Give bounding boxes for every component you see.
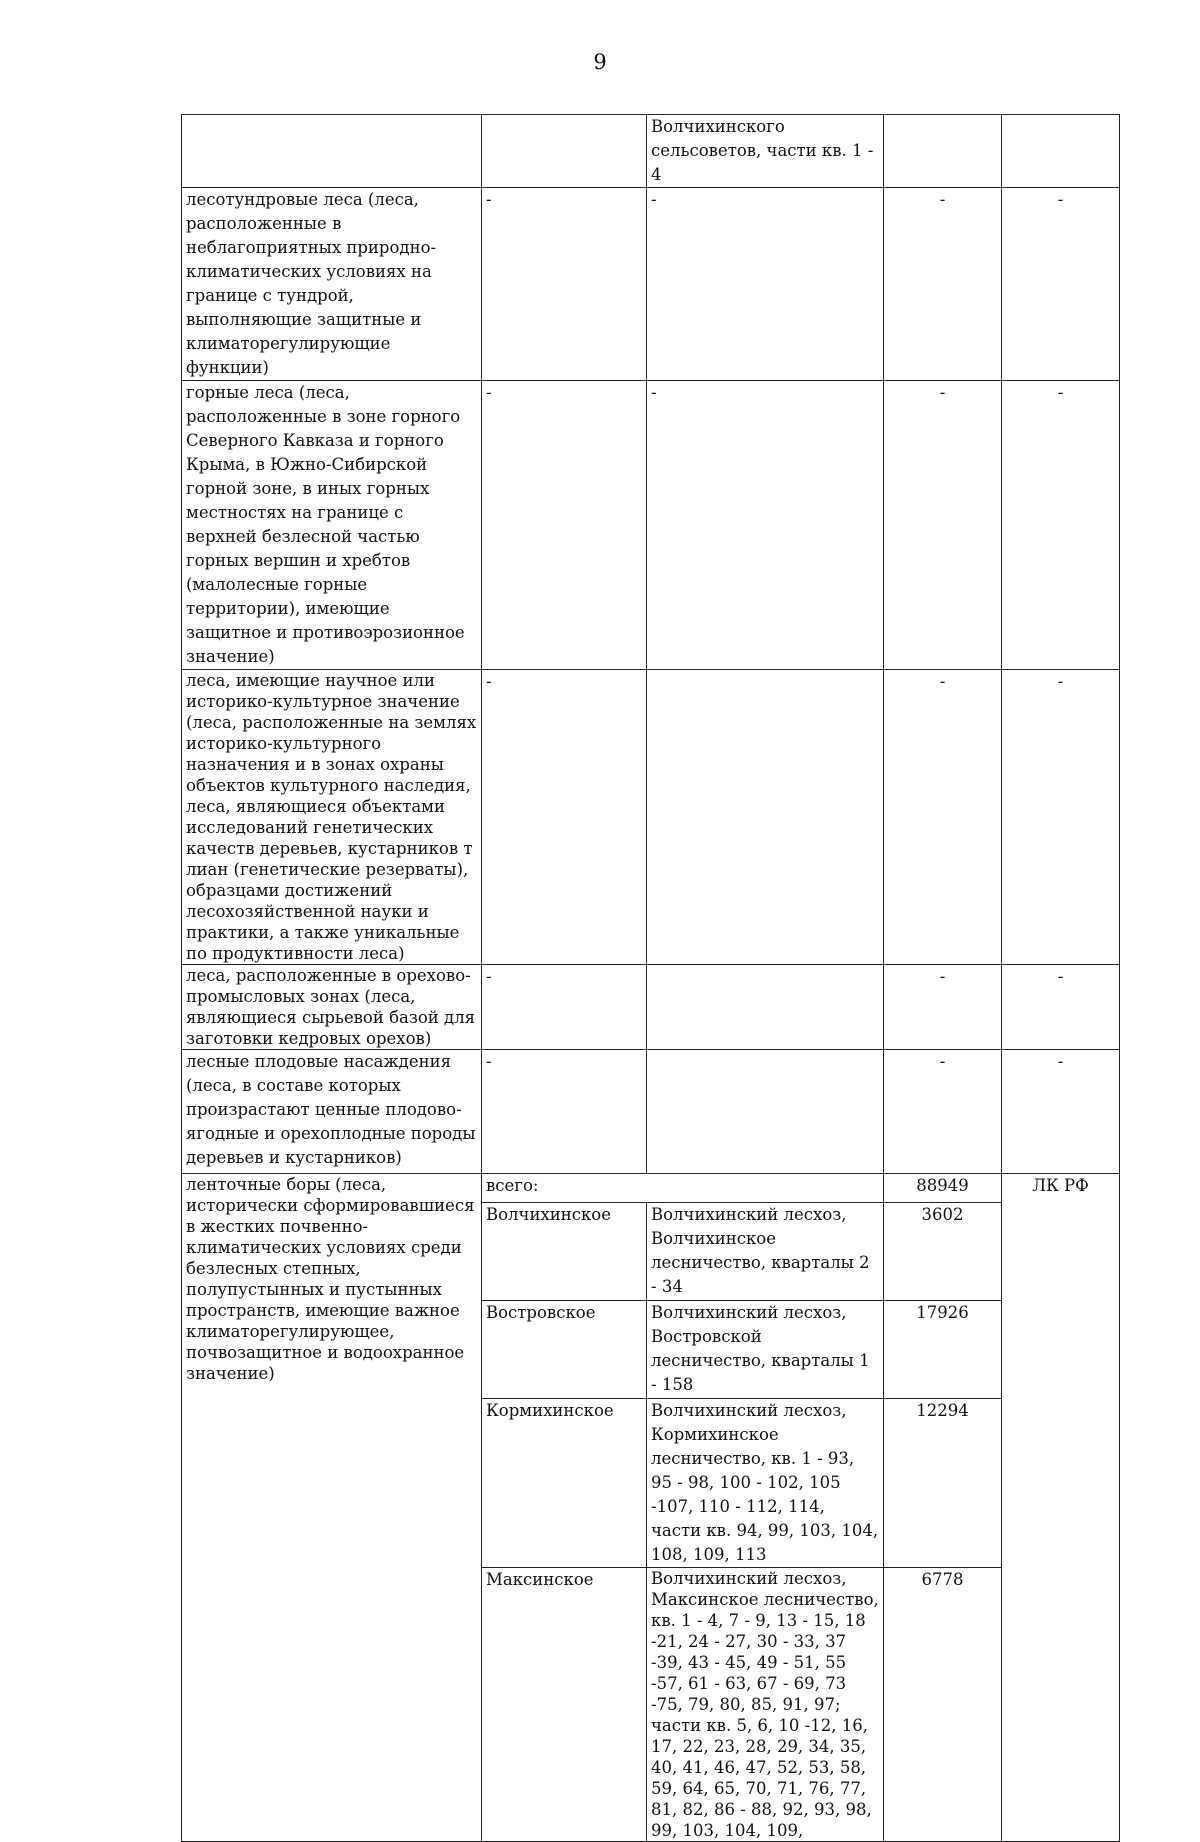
basis-cell: - [1002, 1050, 1120, 1174]
table-row [182, 188, 1120, 381]
table-row [182, 1174, 1120, 1203]
district-cell [482, 115, 647, 188]
table-row [182, 381, 1120, 670]
protective-forests-table [181, 114, 1120, 1842]
basis-cell: ЛК РФ [1002, 1174, 1120, 1842]
total-label: всего: [482, 1174, 884, 1203]
location-cell: Волчихинский лесхоз, Максинское лесничество, кв. 1 - 4, 7 - 9, 13 - 15, 18 -21, 24 - 27, 30 - 33, 37 -39, 43 - 45, 49 - 51, 55 -57, 61 - 63, 67 - 69, 73 -75, 79, 80, 85, 91, 97; части кв. 5, 6, 10 -12, 16, 17, 22, 23, 28, 29, 34, 35, 40, 41, 46, 47, 52, 53, 58, 59, 64, 65, 70, 71, 76, 77, 81, 82, 86 - 88, 92, 93, 98, 99, 103, 104, 109, [647, 1568, 884, 1842]
basis-cell: - [1002, 381, 1120, 670]
location-cell: Волчихинского сельсоветов, части кв. 1 - 4 [647, 115, 884, 188]
location-cell [647, 670, 884, 965]
total-area-cell: 88949 [884, 1174, 1002, 1203]
location-cell [647, 965, 884, 1050]
basis-cell: - [1002, 965, 1120, 1050]
area-cell [884, 115, 1002, 188]
area-cell: 3602 [884, 1203, 1002, 1301]
location-cell [647, 1050, 884, 1174]
location-cell: Волчихинский лесхоз, Волчихинское лесничество, кварталы 2 - 34 [647, 1203, 884, 1301]
district-cell: - [482, 1050, 647, 1174]
district-cell: Максинское [482, 1568, 647, 1842]
category-cell: лесные плодовые насаждения (леса, в составе которых произрастают ценные плодово-ягодные и орехоплодные породы деревьев и кустарников) [182, 1050, 482, 1174]
area-cell: - [884, 965, 1002, 1050]
area-cell: - [884, 381, 1002, 670]
district-cell: Волчихинское [482, 1203, 647, 1301]
district-cell: - [482, 188, 647, 381]
category-cell: леса, имеющие научное или историко-культурное значение (леса, расположенные на землях историко-культурного назначения и в зонах охраны объектов культурного наследия, леса, являющиеся объектами исследований генетических качеств деревьев, кустарников т лиан (генетические резерваты), образцами достижений лесохозяйственной науки и практики, а также уникальные по продуктивности леса) [182, 670, 482, 965]
category-cell: леса, расположенные в орехово-промысловых зонах (леса, являющиеся сырьевой базой для заготовки кедровых орехов) [182, 965, 482, 1050]
table-row [182, 1050, 1120, 1174]
basis-cell: - [1002, 670, 1120, 965]
table-row [182, 670, 1120, 965]
location-cell: - [647, 381, 884, 670]
area-cell: - [884, 670, 1002, 965]
district-cell: Кормихинское [482, 1399, 647, 1568]
location-cell: - [647, 188, 884, 381]
category-cell: горные леса (леса, расположенные в зоне горного Северного Кавказа и горного Крыма, в Южно-Сибирской горной зоне, в иных горных местностях на границе с верхней безлесной частью горных вершин и хребтов (малолесные горные территории), имеющие защитное и противоэрозионное значение) [182, 381, 482, 670]
basis-cell [1002, 115, 1120, 188]
district-cell: Востровское [482, 1301, 647, 1399]
area-cell: 6778 [884, 1568, 1002, 1842]
category-cell: лесотундровые леса (леса, расположенные в неблагоприятных природно-климатических условиях на границе с тундрой, выполняющие защитные и климаторегулирующие функции) [182, 188, 482, 381]
location-cell: Волчихинский лесхоз, Востровской лесничество, кварталы 1 - 158 [647, 1301, 884, 1399]
basis-cell: - [1002, 188, 1120, 381]
category-cell: ленточные боры (леса, исторически сформировавшиеся в жестких почвенно-климатических условиях среди безлесных степных, полупустынных и пустынных пространств, имеющие важное климаторегулирующее, почвозащитное и водоохранное значение) [182, 1174, 482, 1842]
district-cell: - [482, 670, 647, 965]
district-cell: - [482, 381, 647, 670]
table-row [182, 115, 1120, 188]
area-cell: - [884, 1050, 1002, 1174]
district-cell: - [482, 965, 647, 1050]
area-cell: 12294 [884, 1399, 1002, 1568]
category-cell [182, 115, 482, 188]
table-row [182, 965, 1120, 1050]
location-cell: Волчихинский лесхоз, Кормихинское лесничество, кв. 1 - 93, 95 - 98, 100 - 102, 105 -107, 110 - 112, 114, части кв. 94, 99, 103, 104, 108, 109, 113 [647, 1399, 884, 1568]
area-cell: 17926 [884, 1301, 1002, 1399]
area-cell: - [884, 188, 1002, 381]
page-number: 9 [593, 50, 607, 74]
